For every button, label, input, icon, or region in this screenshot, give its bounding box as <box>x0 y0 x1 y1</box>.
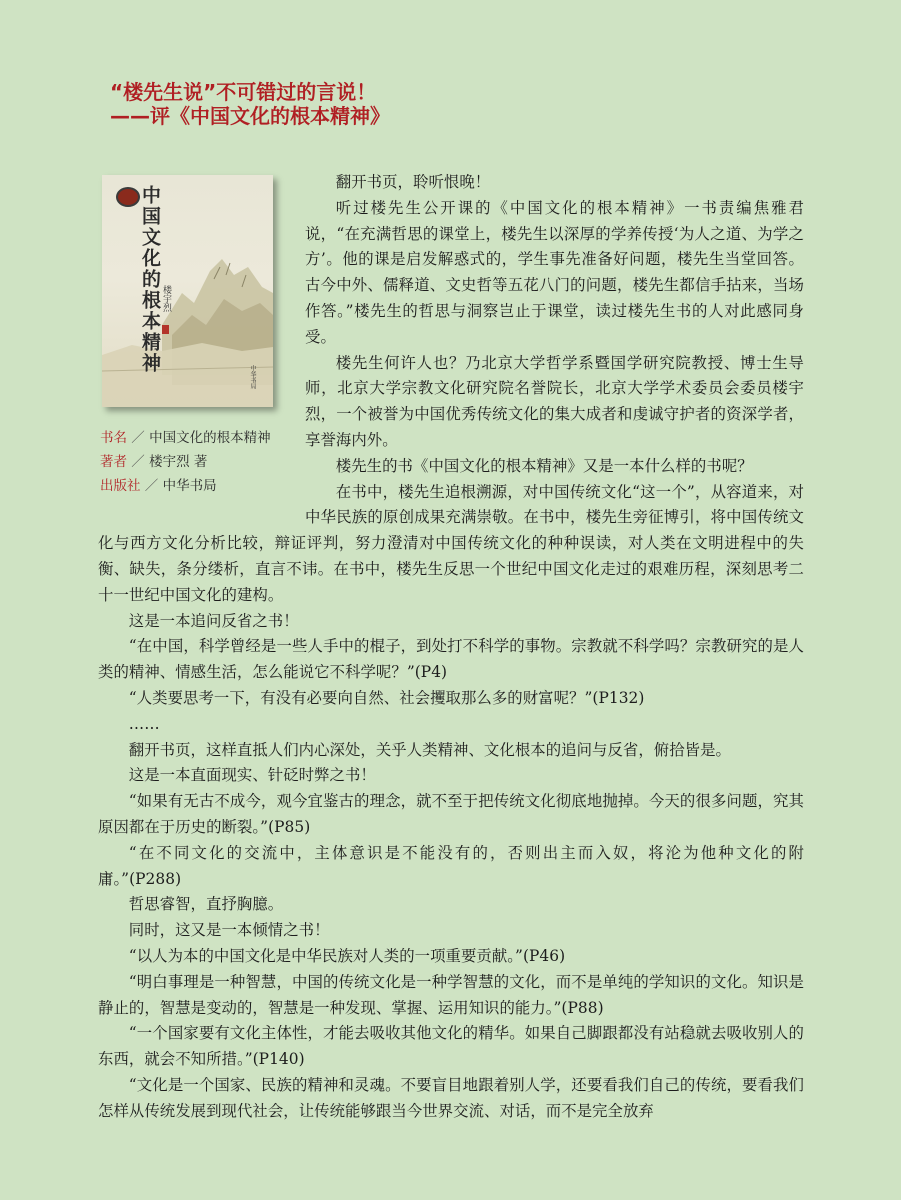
paragraph: 楼先生的书《中国文化的根本精神》又是一本什么样的书呢？ <box>335 456 753 475</box>
cover-title: 中国文化的根本精神 <box>139 185 161 374</box>
paragraph: 这是一本直面现实、针砭时弊之书！ <box>128 766 376 785</box>
book-info-value: 中华书局 <box>162 478 217 494</box>
article-body <box>98 170 804 1124</box>
paragraph: “在中国，科学曾经是一些人手中的棍子，到处打不科学的事物。宗教就不科学吗？宗教研究的是人类的精神、情感生活，怎么能说它不科学呢？”(P4) <box>98 637 804 682</box>
book-info-key: 出版社 <box>100 478 141 494</box>
title-line-1: “楼先生说”不可错过的言说！ <box>110 80 377 104</box>
paragraph: “人类要思考一下，有没有必要向自然、社会攫取那么多的财富呢？”(P132) <box>128 688 645 707</box>
article-title <box>110 80 390 128</box>
paragraph: 哲思睿智，直抒胸臆。 <box>128 895 284 914</box>
cover-publisher: 中华书局 <box>249 365 256 389</box>
cover-author: 楼宇烈 <box>161 285 171 312</box>
cover-spacer <box>98 170 305 508</box>
book-info-sep: ／ <box>131 454 145 470</box>
paragraph: 在书中，楼先生追根溯源，对中国传统文化“这一个”，从容道来，对中华民族的原创成果充满崇敬。在书中，楼先生旁征博引，将中国传统文化与西方文化分析比较，辩证评判，努力澄清对中国传统文化的种种误读，对人类在文明进程中的失衡、缺失，条分缕析，直言不讳。在书中，楼先生反思一个世纪中国文化走过的艰难历程，深刻思考二十一世纪中国文化的建构。 <box>98 482 804 604</box>
book-info-sep: ／ <box>131 430 145 446</box>
book-info-sep: ／ <box>144 478 159 494</box>
paragraph: 楼先生何许人也？乃北京大学哲学系暨国学研究院教授、博士生导师，北京大学宗教文化研究院名誉院长，北京大学学术委员会委员楼宇烈，一个被誉为中国优秀传统文化的集大成者和虔诚守护者的资深学者，享誉海内外。 <box>305 353 804 449</box>
book-info-key: 著者 <box>100 454 127 470</box>
book-info-key: 书名 <box>100 430 127 446</box>
paragraph: 听过楼先生公开课的《中国文化的根本精神》一书责编焦雅君说，“在充满哲思的课堂上，楼先生以深厚的学养传授‘为人之道、为学之方’。他的课是启发解惑式的，学生事先准备好问题，楼先生当堂回答。古今中外、儒释道、文史哲等五花八门的问题，楼先生都信手拈来，当场作答。”楼先生的哲思与洞察岂止于课堂，读过楼先生书的人对此感同身受。 <box>305 198 804 346</box>
book-info-value: 中国文化的根本精神 <box>149 430 271 446</box>
paragraph: “文化是一个国家、民族的精神和灵魂。不要盲目地跟着别人学，还要看我们自己的传统，要看我们怎样从传统发展到现代社会，让传统能够跟当今世界交流、对话，而不是完全放弃 <box>98 1075 804 1120</box>
paragraph: “如果有无古不成今，观今宜鉴古的理念，就不至于把传统文化彻底地抛掉。今天的很多问题，究其原因都在于历史的断裂。”(P85) <box>98 792 804 836</box>
book-info-value: 楼宇烈 著 <box>149 454 208 470</box>
paragraph: “一个国家要有文化主体性，才能去吸收其他文化的精华。如果自己脚跟都没有站稳就去吸收别人的东西，就会不知所措。”(P140) <box>98 1024 804 1069</box>
paragraph: 翻开书页，这样直抵人们内心深处，关乎人类精神、文化根本的追问与反省，俯拾皆是。 <box>128 740 731 759</box>
paragraph: “以人为本的中国文化是中华民族对人类的一项重要贡献。”(P46) <box>128 946 566 965</box>
paragraph: 这是一本追问反省之书！ <box>128 611 299 630</box>
paragraph: …… <box>128 714 160 733</box>
paragraph: 翻开书页，聆听恨晚！ <box>335 173 491 191</box>
paragraph: “在不同文化的交流中，主体意识是不能没有的，否则出主而入奴，将沦为他种文化的附庸。”(P288) <box>98 843 804 888</box>
paragraph: “明白事理是一种智慧，中国的传统文化是一种学智慧的文化，而不是单纯的学知识的文化。知识是静止的，智慧是变动的，智慧是一种发现、掌握、运用知识的能力。”(P88) <box>98 972 804 1017</box>
paragraph: 同时，这又是一本倾情之书！ <box>128 921 330 940</box>
title-line-2: ——评《中国文化的根本精神》 <box>110 104 390 128</box>
